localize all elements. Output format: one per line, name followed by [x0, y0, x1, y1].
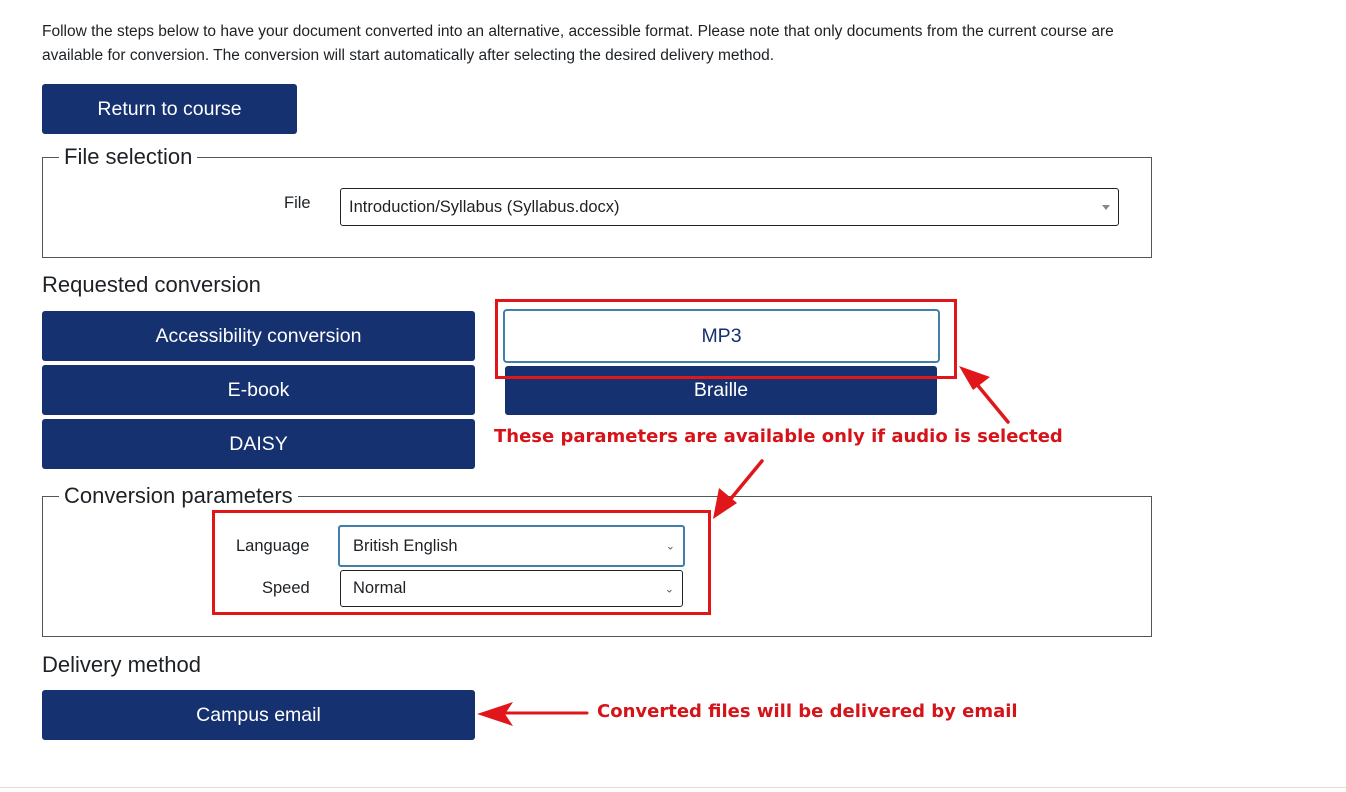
speed-select-value: Normal — [353, 579, 407, 597]
file-select[interactable] — [340, 188, 1119, 226]
chevron-down-icon: ⌄ — [664, 583, 674, 595]
speed-select[interactable] — [340, 570, 683, 607]
accessibility-conversion-button[interactable]: Accessibility conversion — [42, 311, 475, 361]
language-select[interactable] — [338, 525, 685, 567]
campus-email-button[interactable]: Campus email — [42, 690, 475, 740]
bottom-divider — [0, 787, 1346, 788]
audio-parameters-note: These parameters are available only if audio is selected — [494, 426, 1063, 447]
arrow-head-mp3-icon — [959, 366, 990, 390]
language-select-value: British English — [353, 536, 458, 555]
email-delivery-note: Converted files will be delivered by email — [597, 701, 1018, 722]
mp3-button[interactable]: MP3 — [503, 309, 940, 363]
return-to-course-button[interactable]: Return to course — [42, 84, 297, 134]
ebook-button[interactable]: E-book — [42, 365, 475, 415]
conversion-parameters-legend: Conversion parameters — [64, 483, 293, 508]
file-select-value: Introduction/Syllabus (Syllabus.docx) — [349, 197, 620, 216]
delivery-method-heading: Delivery method — [42, 652, 201, 677]
language-label: Language — [236, 537, 310, 555]
dropdown-arrow-icon — [1102, 205, 1110, 210]
braille-button[interactable]: Braille — [505, 366, 937, 415]
file-selection-legend: File selection — [64, 144, 193, 169]
arrow-head-email-icon — [477, 702, 513, 726]
requested-conversion-heading: Requested conversion — [42, 272, 261, 297]
chevron-down-icon: ⌄ — [665, 540, 675, 553]
intro-text: Follow the steps below to have your document converted into an alternative, accessible format. Please note that only documents from the current course are available for conversion. The conversion will start automatically after selecting the desired delivery method. — [42, 23, 1114, 64]
speed-label: Speed — [262, 579, 310, 597]
file-label: File — [284, 194, 311, 212]
daisy-button[interactable]: DAISY — [42, 419, 475, 469]
arrow-to-mp3-icon — [970, 376, 1008, 422]
